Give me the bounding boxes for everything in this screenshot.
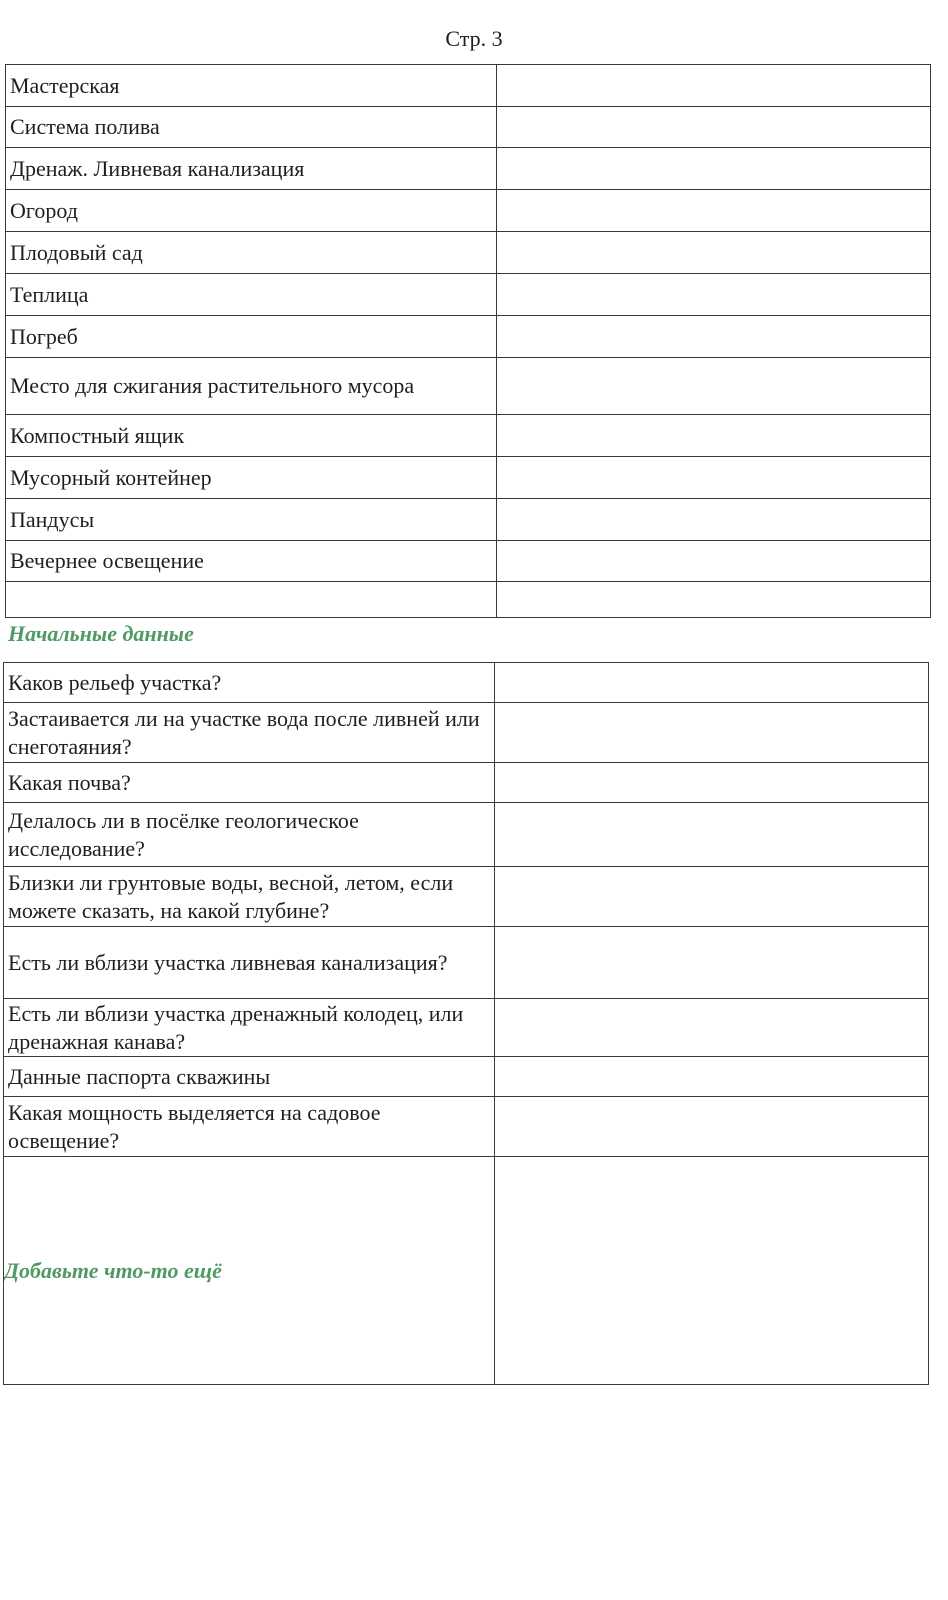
- answer-field[interactable]: [495, 927, 929, 999]
- table-row: [4, 1057, 929, 1097]
- answer-field[interactable]: [495, 663, 929, 703]
- table-row: [6, 65, 931, 107]
- row-label-empty[interactable]: [6, 582, 497, 618]
- table-row: [6, 358, 931, 415]
- answer-field[interactable]: [495, 999, 929, 1057]
- row-label: Компостный ящик: [6, 415, 497, 457]
- question-label: Близки ли грунтовые воды, весной, летом, если можете сказать, на какой глубине?: [4, 867, 495, 927]
- row-value-field[interactable]: [497, 148, 931, 190]
- table-row: [6, 457, 931, 499]
- question-label: Есть ли вблизи участка дренажный колодец, или дренажная канава?: [4, 999, 495, 1057]
- row-value-field[interactable]: [497, 190, 931, 232]
- extra-notes-heading: Добавьте что-то ещё: [4, 1257, 222, 1283]
- table-row: [4, 803, 929, 867]
- answer-field[interactable]: [495, 703, 929, 763]
- table-row: [6, 415, 931, 457]
- row-value-field[interactable]: [497, 541, 931, 582]
- row-value-field[interactable]: [497, 358, 931, 415]
- row-label: Пандусы: [6, 499, 497, 541]
- extra-notes-field[interactable]: [495, 1157, 929, 1385]
- table-row: [6, 232, 931, 274]
- question-label: Есть ли вблизи участка ливневая канализация?: [4, 927, 495, 999]
- page-number: Стр. 3: [445, 26, 503, 51]
- row-label: Вечернее освещение: [6, 541, 497, 582]
- row-label: Погреб: [6, 316, 497, 358]
- row-value-field[interactable]: [497, 457, 931, 499]
- section-heading-initial-data: Начальные данные: [8, 621, 194, 646]
- row-value-field[interactable]: [497, 499, 931, 541]
- row-label: Мастерская: [6, 65, 497, 107]
- question-label: Какая мощность выделяется на садовое освещение?: [4, 1097, 495, 1157]
- row-label: Огород: [6, 190, 497, 232]
- extra-notes-label-cell: [4, 1157, 495, 1385]
- table-row: [6, 316, 931, 358]
- facilities-table: [5, 64, 931, 618]
- row-value-field[interactable]: [497, 274, 931, 316]
- table-row: [4, 763, 929, 803]
- table-row: [6, 499, 931, 541]
- row-label: Система полива: [6, 107, 497, 148]
- row-value-field[interactable]: [497, 107, 931, 148]
- table-row: [4, 663, 929, 703]
- question-label: Каков рельеф участка?: [4, 663, 495, 703]
- table-row: [4, 999, 929, 1057]
- answer-field[interactable]: [495, 803, 929, 867]
- answer-field[interactable]: [495, 1097, 929, 1157]
- question-label: Делалось ли в посёлке геологическое исследование?: [4, 803, 495, 867]
- initial-data-table: [3, 662, 929, 1385]
- table-row: [6, 148, 931, 190]
- table-row: [4, 867, 929, 927]
- row-value-field[interactable]: [497, 65, 931, 107]
- row-label: Плодовый сад: [6, 232, 497, 274]
- table-row: [4, 703, 929, 763]
- table-row: [6, 582, 931, 618]
- question-label: Какая почва?: [4, 763, 495, 803]
- row-value-field[interactable]: [497, 415, 931, 457]
- row-label: Дренаж. Ливневая канализация: [6, 148, 497, 190]
- table-row: [6, 107, 931, 148]
- row-value-field[interactable]: [497, 316, 931, 358]
- answer-field[interactable]: [495, 867, 929, 927]
- row-value-field[interactable]: [497, 582, 931, 618]
- table-row: [6, 541, 931, 582]
- table-row: [4, 1157, 929, 1385]
- table-row: [4, 1097, 929, 1157]
- answer-field[interactable]: [495, 763, 929, 803]
- question-label: Застаивается ли на участке вода после ливней или снеготаяния?: [4, 703, 495, 763]
- answer-field[interactable]: [495, 1057, 929, 1097]
- table-row: [6, 190, 931, 232]
- question-label: Данные паспорта скважины: [4, 1057, 495, 1097]
- row-label: Теплица: [6, 274, 497, 316]
- row-label: Место для сжигания растительного мусора: [6, 358, 497, 415]
- table-row: [6, 274, 931, 316]
- row-value-field[interactable]: [497, 232, 931, 274]
- table-row: [4, 927, 929, 999]
- row-label: Мусорный контейнер: [6, 457, 497, 499]
